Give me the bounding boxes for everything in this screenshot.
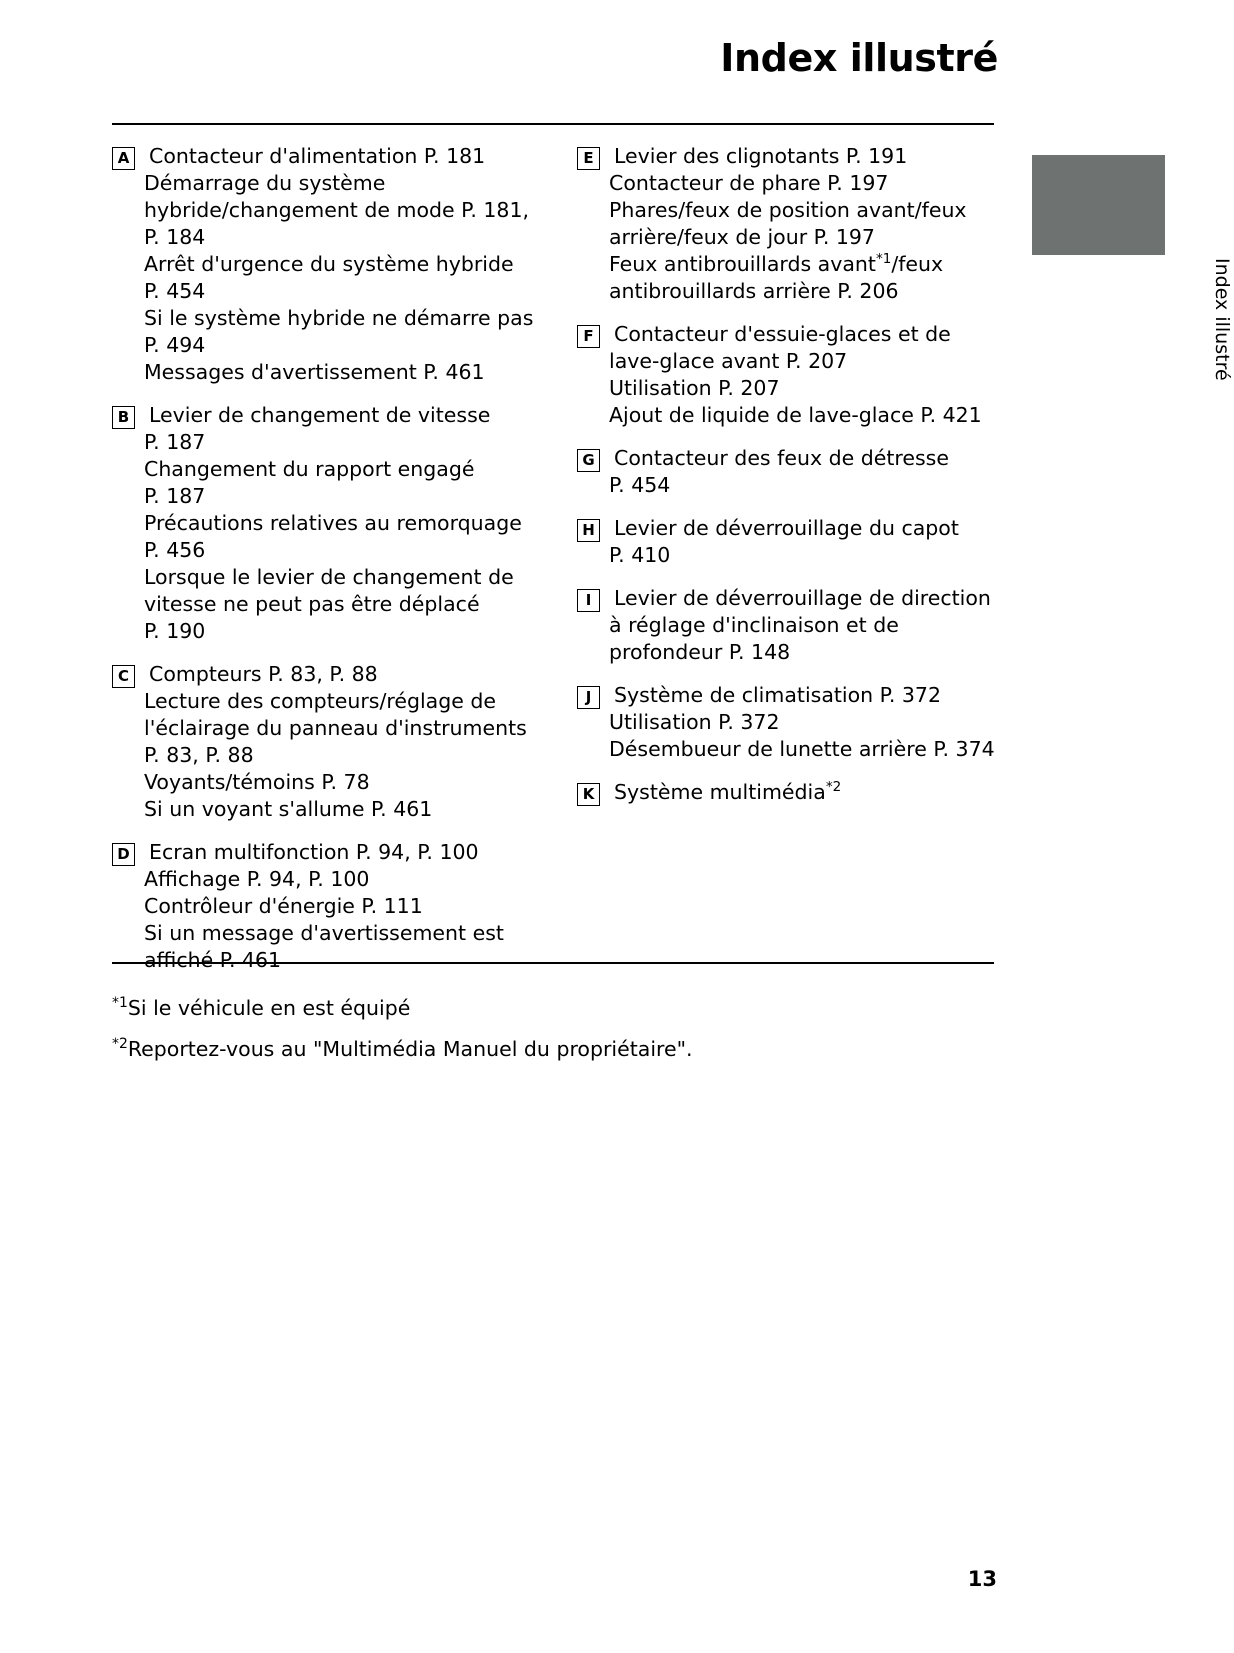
entry-line: Compteurs P. 83, P. 88 bbox=[149, 662, 378, 686]
entry-line: Si le système hybride ne démarre pas bbox=[144, 306, 534, 330]
entry-line: Affichage P. 94, P. 100 bbox=[144, 867, 370, 891]
footnote bbox=[112, 1036, 1002, 1063]
entry-line: vitesse ne peut pas être déplacé bbox=[144, 592, 480, 616]
entry-line: Lorsque le levier de changement de bbox=[144, 565, 514, 589]
entry-line: Utilisation P. 207 bbox=[609, 376, 780, 400]
index-entry[interactable] bbox=[112, 661, 527, 823]
page-title: Index illustré bbox=[720, 36, 998, 80]
entry-marker-c: C bbox=[112, 665, 135, 688]
entry-line: Contacteur d'alimentation P. 181 bbox=[149, 144, 486, 168]
entry-line: à réglage d'inclinaison et de bbox=[609, 613, 899, 637]
entry-marker-a: A bbox=[112, 147, 135, 170]
entry-line: Contacteur de phare P. 197 bbox=[609, 171, 889, 195]
index-entry[interactable] bbox=[577, 445, 994, 499]
entry-line: Voyants/témoins P. 78 bbox=[144, 770, 370, 794]
footnote-reference: *2 bbox=[825, 779, 842, 796]
entry-line: Contacteur des feux de détresse bbox=[614, 446, 949, 470]
entry-line: Système de climatisation P. 372 bbox=[614, 683, 941, 707]
entry-line: P. 456 bbox=[144, 538, 206, 562]
entry-lines bbox=[609, 515, 994, 569]
entry-line: Désembueur de lunette arrière P. 374 bbox=[609, 737, 995, 761]
entry-line: Utilisation P. 372 bbox=[609, 710, 780, 734]
footnote-marker: *1 bbox=[112, 995, 128, 1012]
entry-line: profondeur P. 148 bbox=[609, 640, 791, 664]
entry-line: Si un voyant s'allume P. 461 bbox=[144, 797, 433, 821]
entry-line: Feux antibrouillards avant$^{*1}$/feux bbox=[609, 251, 944, 276]
footnote-marker: *2 bbox=[112, 1036, 128, 1053]
footnote-reference: *1 bbox=[875, 251, 892, 268]
entry-lines bbox=[609, 682, 995, 763]
entry-lines bbox=[144, 402, 523, 645]
entry-line: Contrôleur d'énergie P. 111 bbox=[144, 894, 423, 918]
page-number: 13 bbox=[967, 1567, 997, 1591]
entry-line: affiché P. 461 bbox=[144, 948, 282, 972]
entry-marker-g: G bbox=[577, 449, 600, 472]
entry-line: P. 187 bbox=[144, 484, 206, 508]
entry-lines bbox=[609, 321, 994, 429]
entry-line: P. 454 bbox=[609, 473, 671, 497]
entry-line: Levier des clignotants P. 191 bbox=[614, 144, 908, 168]
index-entry[interactable] bbox=[577, 143, 994, 305]
entry-lines bbox=[609, 585, 994, 666]
footnote-text: Reportez-vous au "Multimédia Manuel du propriétaire". bbox=[127, 1037, 693, 1061]
entry-marker-e: E bbox=[577, 147, 600, 170]
entry-marker-h: H bbox=[577, 519, 600, 542]
entry-line: Démarrage du système bbox=[144, 171, 386, 195]
entry-line: Messages d'avertissement P. 461 bbox=[144, 360, 485, 384]
index-entry[interactable] bbox=[577, 682, 994, 763]
entry-line: lave-glace avant P. 207 bbox=[609, 349, 848, 373]
index-columns bbox=[112, 143, 994, 974]
entry-line: P. 454 bbox=[144, 279, 206, 303]
entry-line: Contacteur d'essuie-glaces et de bbox=[614, 322, 951, 346]
index-entry[interactable] bbox=[112, 839, 523, 974]
entry-line: P. 494 bbox=[144, 333, 206, 357]
entry-line: arrière/feux de jour P. 197 bbox=[609, 225, 875, 249]
entry-line: Lecture des compteurs/réglage de bbox=[144, 689, 496, 713]
entry-lines bbox=[144, 839, 523, 974]
entry-line: Arrêt d'urgence du système hybride bbox=[144, 252, 514, 276]
entry-marker-b: B bbox=[112, 406, 135, 429]
entry-line: Précautions relatives au remorquage bbox=[144, 511, 522, 535]
entry-line: Levier de changement de vitesse bbox=[149, 403, 491, 427]
entry-line: Levier de déverrouillage de direction bbox=[614, 586, 991, 610]
footnote bbox=[112, 995, 1002, 1022]
entry-marker-d: D bbox=[112, 843, 135, 866]
entry-line: Système multimédia$^{*2}$ bbox=[614, 779, 842, 804]
entry-marker-f: F bbox=[577, 325, 600, 348]
entry-line: Changement du rapport engagé bbox=[144, 457, 475, 481]
index-entry[interactable] bbox=[577, 585, 994, 666]
entry-line: P. 187 bbox=[144, 430, 206, 454]
entry-lines bbox=[609, 779, 994, 806]
entry-line: antibrouillards arrière P. 206 bbox=[609, 279, 899, 303]
entry-line: l'éclairage du panneau d'instruments bbox=[144, 716, 527, 740]
index-column-left bbox=[112, 143, 553, 974]
entry-marker-k: K bbox=[577, 783, 600, 806]
index-entry[interactable] bbox=[577, 515, 994, 569]
index-entry[interactable] bbox=[112, 143, 534, 386]
entry-lines bbox=[609, 445, 994, 499]
entry-line: Ecran multifonction P. 94, P. 100 bbox=[149, 840, 479, 864]
entry-line: Ajout de liquide de lave-glace P. 421 bbox=[609, 403, 982, 427]
entry-lines bbox=[144, 661, 527, 823]
side-tab-marker bbox=[1032, 155, 1165, 255]
entry-line: hybride/changement de mode P. 181, bbox=[144, 198, 530, 222]
footnote-text: Si le véhicule en est équipé bbox=[127, 996, 411, 1020]
index-entry[interactable] bbox=[577, 321, 994, 429]
entry-line: P. 184 bbox=[144, 225, 206, 249]
entry-line: Phares/feux de position avant/feux bbox=[609, 198, 967, 222]
entry-line: P. 83, P. 88 bbox=[144, 743, 254, 767]
footnotes bbox=[112, 995, 1002, 1077]
index-entry[interactable] bbox=[577, 779, 994, 806]
entry-marker-j: J bbox=[577, 686, 600, 709]
entry-lines bbox=[144, 143, 533, 386]
entry-marker-i: I bbox=[577, 589, 600, 612]
index-column-right bbox=[553, 143, 994, 974]
entry-line: P. 410 bbox=[609, 543, 671, 567]
entry-line: Levier de déverrouillage du capot bbox=[614, 516, 959, 540]
entry-line: P. 190 bbox=[144, 619, 206, 643]
entry-lines bbox=[609, 143, 994, 305]
entry-line: Si un message d'avertissement est bbox=[144, 921, 504, 945]
index-entry[interactable] bbox=[112, 402, 523, 645]
side-tab-label: Index illustré bbox=[1211, 258, 1233, 381]
divider-top bbox=[112, 123, 994, 125]
